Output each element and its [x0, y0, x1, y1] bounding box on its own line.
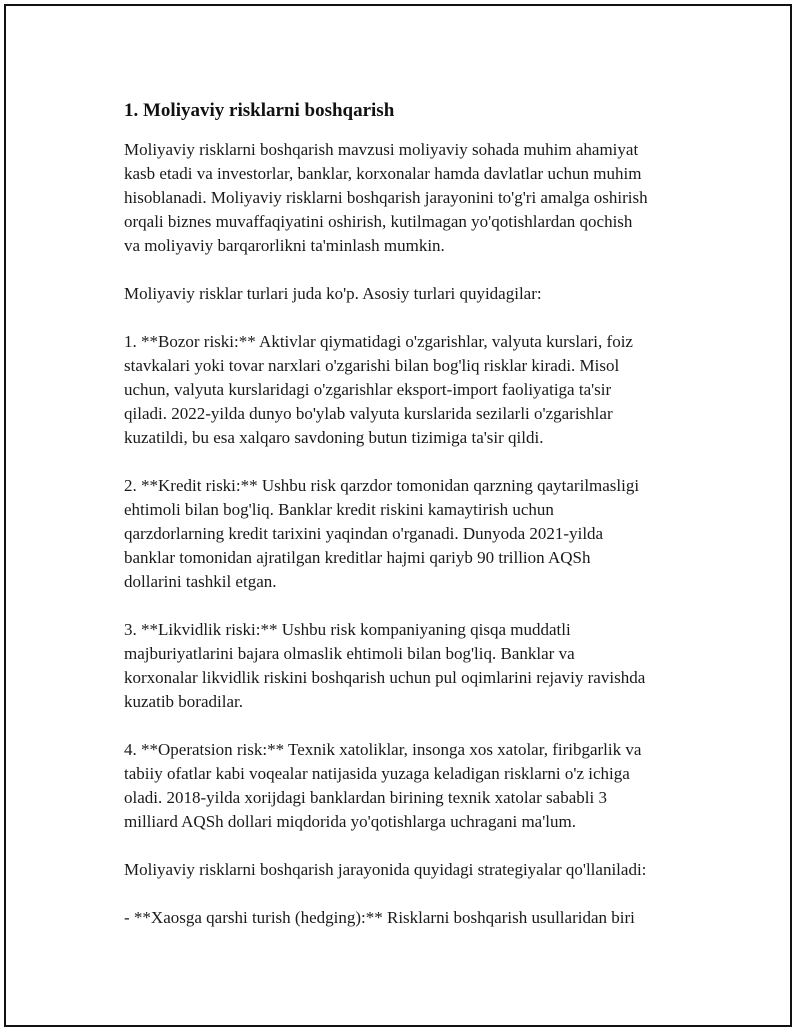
text-line: banklar tomonidan ajratilgan kreditlar hajmi qariyb 90 trillion AQSh [124, 548, 591, 567]
page-frame [4, 4, 792, 1027]
paragraph-credit-risk [124, 474, 724, 594]
text-line: Moliyaviy risklarni boshqarish mavzusi moliyaviy sohada muhim ahamiyat [124, 140, 639, 159]
text-line: Moliyaviy risklarni boshqarish jarayonida quyidagi strategiyalar qo'llaniladi: [124, 860, 647, 879]
paragraph-hedging [124, 906, 724, 930]
text-line: 1. **Bozor riski:** Aktivlar qiymatidagi o'zgarishlar, valyuta kurslari, foiz [124, 332, 633, 351]
text-line: Moliyaviy risklar turlari juda ko'p. Asosiy turlari quyidagilar: [124, 284, 542, 303]
paragraph-liquidity-risk [124, 618, 724, 714]
text-line: kasb etadi va investorlar, banklar, korxonalar hamda davlatlar uchun muhim [124, 164, 642, 183]
text-line: ehtimoli bilan bog'liq. Banklar kredit riskini kamaytirish uchun [124, 500, 554, 519]
text-line: 3. **Likvidlik riski:** Ushbu risk kompaniyaning qisqa muddatli [124, 620, 571, 639]
text-line: hisoblanadi. Moliyaviy risklarni boshqarish jarayonini to'g'ri amalga oshirish [124, 188, 648, 207]
text-line: 2. **Kredit riski:** Ushbu risk qarzdor tomonidan qarzning qaytarilmasligi [124, 476, 640, 495]
text-line: milliard AQSh dollari miqdorida yo'qotishlarga uchragani ma'lum. [124, 812, 576, 831]
text-line: oladi. 2018-yilda xorijdagi banklardan birining texnik xatolar sababli 3 [124, 788, 607, 807]
text-line: va moliyaviy barqarorlikni ta'minlash mumkin. [124, 236, 445, 255]
text-line: kuzatib boradilar. [124, 692, 243, 711]
text-line: qarzdorlarning kredit tarixini yaqindan o'rganadi. Dunyoda 2021-yilda [124, 524, 604, 543]
paragraph-strategies-intro [124, 858, 724, 882]
text-line: uchun, valyuta kurslaridagi o'zgarishlar eksport-import faoliyatiga ta'sir [124, 380, 612, 399]
paragraph-types-intro [124, 282, 724, 306]
document-title: 1. Moliyaviy risklarni boshqarish [124, 100, 395, 121]
text-line: orqali biznes muvaffaqiyatini oshirish, kutilmagan yo'qotishlardan qochish [124, 212, 633, 231]
text-line: tabiiy ofatlar kabi voqealar natijasida yuzaga keladigan risklarni o'z ichiga [124, 764, 630, 783]
text-line: kuzatildi, bu esa xalqaro savdoning butun tizimiga ta'sir qildi. [124, 428, 544, 447]
paragraph-market-risk [124, 330, 724, 450]
text-line: majburiyatlarini bajara olmaslik ehtimoli bilan bog'liq. Banklar va [124, 644, 575, 663]
document-body [124, 98, 724, 954]
text-line: stavkalari yoki tovar narxlari o'zgarishi bilan bog'liq risklar kiradi. Misol [124, 356, 620, 375]
paragraph-intro [124, 138, 724, 258]
text-line: qiladi. 2022-yilda dunyo bo'ylab valyuta kurslarida sezilarli o'zgarishlar [124, 404, 613, 423]
paragraph-operational-risk [124, 738, 724, 834]
text-line: 4. **Operatsion risk:** Texnik xatoliklar, insonga xos xatolar, firibgarlik va [124, 740, 642, 759]
text-line: - **Xaosga qarshi turish (hedging):** Risklarni boshqarish usullaridan biri [124, 908, 635, 927]
text-line: dollarini tashkil etgan. [124, 572, 277, 591]
text-line: korxonalar likvidlik riskini boshqarish uchun pul oqimlarini rejaviy ravishda [124, 668, 646, 687]
